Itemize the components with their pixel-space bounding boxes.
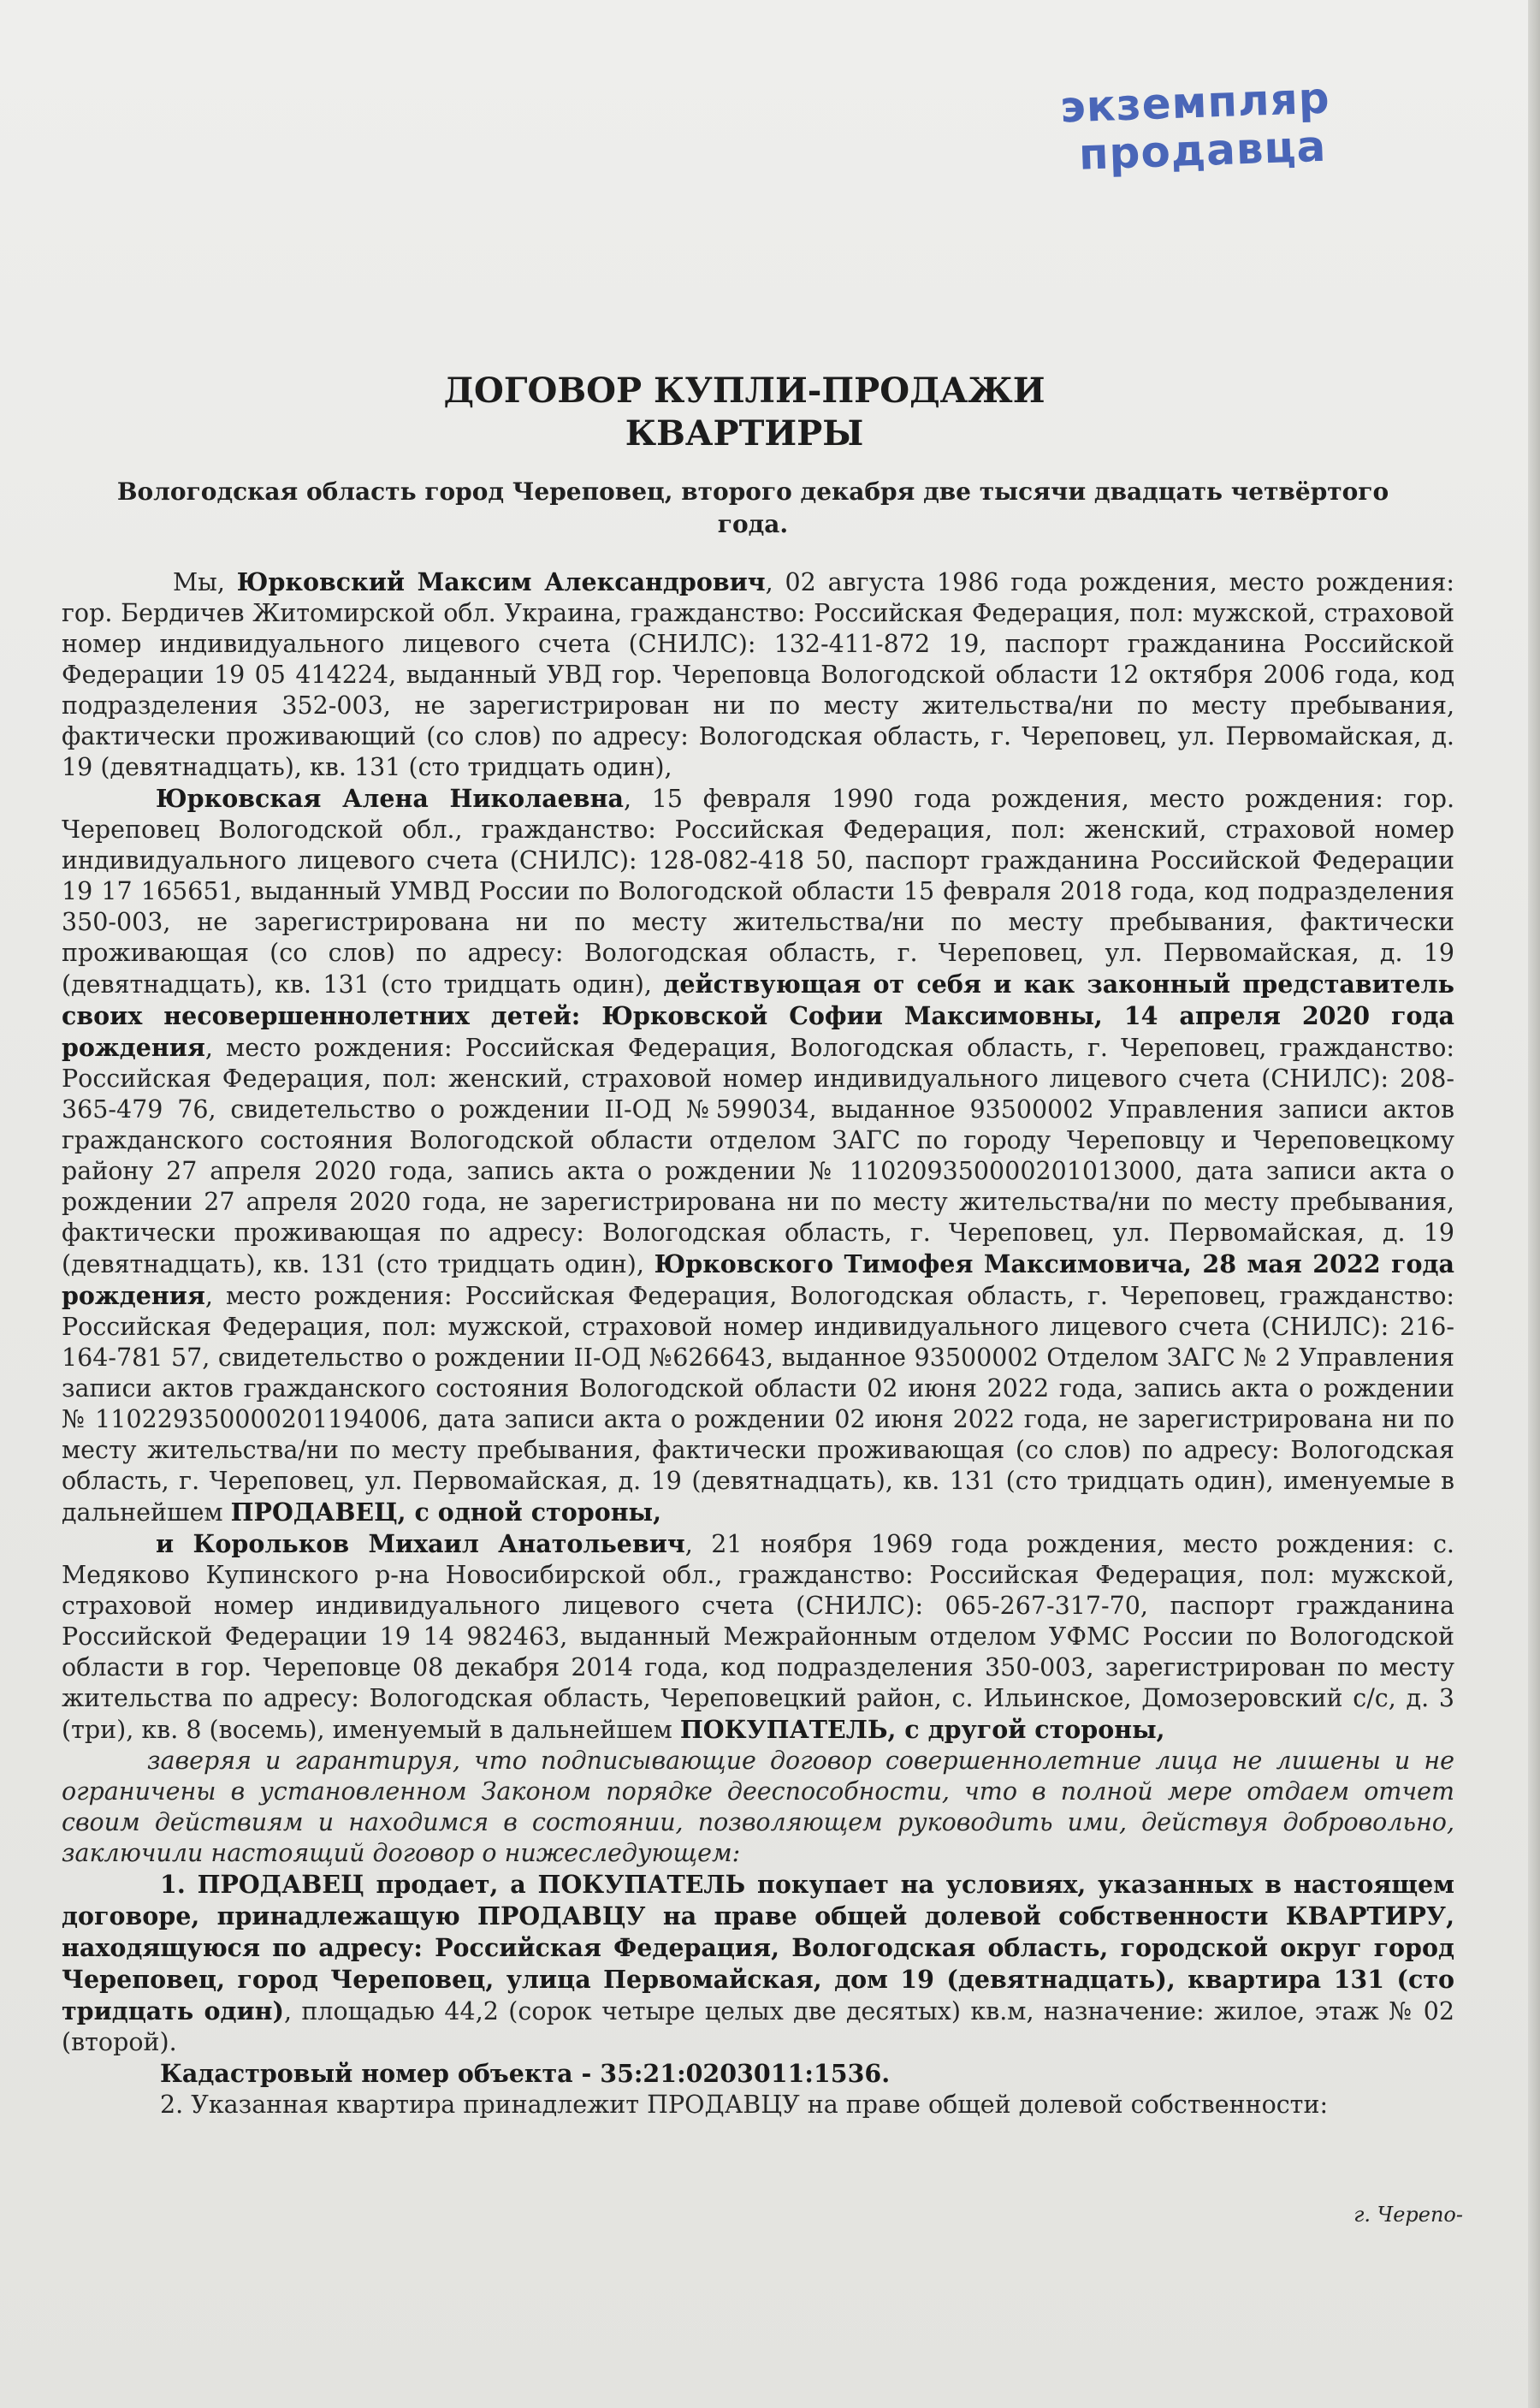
seller-copy-stamp [1059,74,1332,180]
buyer-role: ПОКУПАТЕЛЬ, с другой стороны, [679,1715,1165,1744]
stamp-line-2: продавца [1078,121,1328,180]
page-continuation: г. Черепо- [1353,2203,1463,2227]
party2-name: Юрковская Алена Николаевна [156,784,624,813]
seller-role: ПРОДАВЕЦ, с одной стороны, [230,1498,662,1527]
document-title [0,370,1489,455]
party3-name: и Корольков Михаил Анатольевич [156,1529,685,1558]
party1-name: Юрковский Максим Александрович [236,567,766,596]
warranty-paragraph: заверяя и гарантируя, что подписывающие договор совершеннолетние лица не лишены и не ограничены в установленном Законом порядке дееспособности, что в полной мере отдаем отчет своим действиям и находимся в состоянии, позволяющем руководить ими, действуя добровольно, заключили настоящий договор о нижеследующем: [62,1747,1454,1867]
clause-1: 1. ПРОДАВЕЦ продает, а ПОКУПАТЕЛЬ покупает на условиях, указанных в настоящем договоре, принадлежащую ПРОДАВЦУ на праве общей долевой собственности КВАРТИРУ, находящуюся по адресу: Российская Федерация, Вологодская область, городской округ город Череповец, город Череповец, улица Первомайская, дом 19 (девятнадцать), квартира 131 (сто тридцать один), площадью 44,2 (сорок четыре целых две десятых) кв.м, назначение: жилое, этаж № 02 (второй). [62,1870,1454,2056]
stamp-line-1: экземпляр [1059,73,1331,133]
party-paragraph-2: Юрковская Алена Николаевна, 15 февраля 1990 года рождения, место рождения: гор. Череповец Вологодской обл., гражданство: Российская Федерация, пол: женский, страховой номер индивидуального лицевого счета (СНИЛС): 128-082-418 50, паспорт гражданина Российской Федерации 19 17 165651, выданный УМВД России по Вологодской области 15 февраля 2018 года, код подразделения 350-003, не зарегистрирована ни по месту жительства/ни по месту пребывания, фактически проживающая (со слов) по адресу: Вологодская область, г. Череповец, ул. Первомайская, д. 19 (девятнадцать), кв. 131 (сто тридцать один), действующая от себя и как законный представитель своих несовершеннолетних детей: Юрковской Софии Максимовны, 14 апреля 2020 года рождения, место рождения: Российская Федерация, Вологодская область, г. Череповец, гражданство: Российская Федерация, пол: женский, страховой номер индивидуального лицевого счета (СНИЛС): 208-365-479 76, свидетельство о рождении II-ОД №599034, выданное 93500002 Управления записи актов гражданского состояния Вологодской области отделом ЗАГС по городу Череповцу и Череповецкому району 27 апреля 2020 года, запись акта о рождении № 110209350000201013000, дата записи акта о рождении 27 апреля 2020 года, не зарегистрирована ни по месту жительства/ни по месту пребывания, фактически проживающая по адресу: Вологодская область, г. Череповец, ул. Первомайская, д. 19 (девятнадцать), кв. 131 (сто тридцать один), Юрковского Тимофея Максимовича, 28 мая 2022 года рождения, место рождения: Российская Федерация, Вологодская область, г. Череповец, гражданство: Российская Федерация, пол: мужской, страховой номер индивидуального лицевого счета (СНИЛС): 216-164-781 57, свидетельство о рождении II-ОД №626643, выданное 93500002 Отделом ЗАГС № 2 Управления записи актов гражданского состояния Вологодской области 02 июня 2022 года, запись акта о рождении № 110229350000201194006, дата записи акта о рождении 02 июня 2022 года, не зарегистрирована ни по месту жительства/ни по месту пребывания, фактически проживающая (со слов) по адресу: Вологодская область, г. Череповец, ул. Первомайская, д. 19 (девятнадцать), кв. 131 (сто тридцать один), именуемые в дальнейшем ПРОДАВЕЦ, с одной стороны, [62,784,1454,1527]
place-date-line: Вологодская область город Череповец, второго декабря две тысячи двадцать четвёртого года. [116,477,1389,538]
contract-body [62,566,1454,2120]
page-edge [1528,0,1540,2408]
party2-representation: действующая от себя и как законный представитель своих несовершеннолетних детей: Юрковской Софии Максимовны, 14 апреля 2020 года рождения [62,970,1454,1062]
title-line-1: ДОГОВОР КУПЛИ-ПРОДАЖИ [443,371,1045,411]
party-paragraph-3: и Корольков Михаил Анатольевич, 21 ноября 1969 года рождения, место рождения: с. Медяково Купинского р-на Новосибирской обл., гражданство: Российская Федерация, пол: мужской, страховой номер индивидуального лицевого счета (СНИЛС): 065-267-317-70, паспорт гражданина Российской Федерации 19 14 982463, выданный Межрайонным отделом УФМС России по Вологодской области в гор. Череповце 08 декабря 2014 года, код подразделения 350-003, зарегистрирован по месту жительства по адресу: Вологодская область, Череповецкий район, с. Ильинское, Домозеровский с/с, д. 3 (три), кв. 8 (восемь), именуемый в дальнейшем ПОКУПАТЕЛЬ, с другой стороны, [62,1529,1454,1744]
party-paragraph-1: Мы, Юрковский Максим Александрович, 02 августа 1986 года рождения, место рождения: гор. Бердичев Житомирской обл. Украина, гражданство: Российская Федерация, пол: мужской, страховой номер индивидуального лицевого счета (СНИЛС): 132-411-872 19, паспорт гражданина Российской Федерации 19 05 414224, выданный УВД гор. Череповца Вологодской области 12 октября 2006 года, код подразделения 352-003, не зарегистрирован ни по месту жительства/ни по месту пребывания, фактически проживающий (со слов) по адресу: Вологодская область, г. Череповец, ул. Первомайская, д. 19 (девятнадцать), кв. 131 (сто тридцать один), [62,567,1455,781]
clause-2: 2. Указанная квартира принадлежит ПРОДАВЦУ на праве общей долевой собственности: [160,2091,1329,2119]
child2-name: Юрковского Тимофея Максимовича, 28 мая 2022 года рождения [62,1249,1454,1310]
title-line-2: КВАРТИРЫ [625,413,864,454]
cadastral-number: Кадастровый номер объекта - 35:21:0203011:1536. [160,2059,891,2088]
